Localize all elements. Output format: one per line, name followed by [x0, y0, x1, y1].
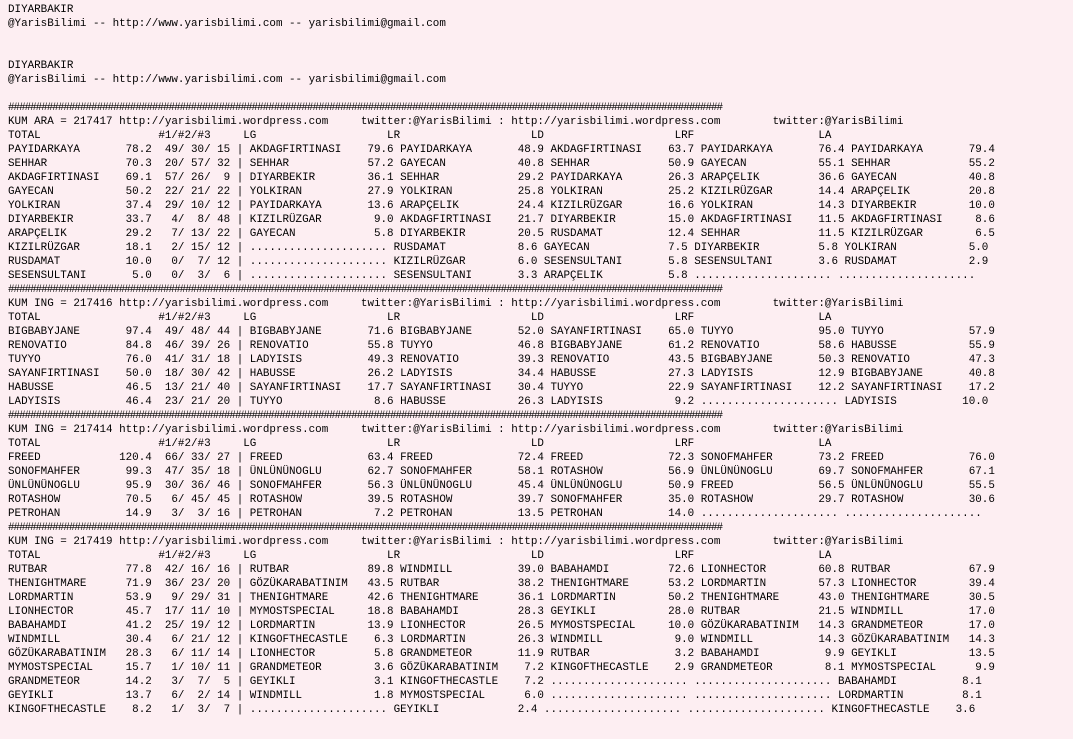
table-row: THENIGHTMARE 71.9 36/ 23/ 20 | GÖZÜKARABATINIM 43.5 RUTBAR 38.2 THENIGHTMARE 53.2 LORDMARTIN 57.3 LIONHECTOR 39.4: [8, 578, 995, 590]
table-row: YOLKIRAN 37.4 29/ 10/ 12 | PAYIDARKAYA 13.6 ARAPÇELIK 24.4 KIZILRÜZGAR 16.6 YOLKIRAN 14.3 DIYARBEKIR 10.0: [8, 200, 995, 212]
city-title: DIYARBAKIR: [8, 4, 74, 16]
contact-line: @YarisBilimi -- http://www.yarisbilimi.com -- yarisbilimi@gmail.com: [8, 18, 446, 30]
race-section: [8, 409, 1073, 521]
table-row: ÜNLÜNÜNOGLU 95.9 30/ 36/ 46 | SONOFMAHFER 56.3 ÜNLÜNÜNOGLU 45.4 ÜNLÜNÜNOGLU 50.9 FREED 56.5 ÜNLÜNÜNOGLU 55.5: [8, 480, 995, 492]
table-row: RUTBAR 77.8 42/ 16/ 16 | RUTBAR 89.8 WINDMILL 39.0 BABAHAMDI 72.6 LIONHECTOR 60.8 RUTBAR 67.9: [8, 564, 995, 576]
table-row: SEHHAR 70.3 20/ 57/ 32 | SEHHAR 57.2 GAYECAN 40.8 SEHHAR 50.9 GAYECAN 55.1 SEHHAR 55.2: [8, 158, 995, 170]
table-row: GAYECAN 50.2 22/ 21/ 22 | YOLKIRAN 27.9 YOLKIRAN 25.8 YOLKIRAN 25.2 KIZILRÜZGAR 14.4 ARAPÇELIK 20.8: [8, 186, 995, 198]
table-row: WINDMILL 30.4 6/ 21/ 12 | KINGOFTHECASTLE 6.3 LORDMARTIN 26.3 WINDMILL 9.0 WINDMILL 14.3 GÖZÜKARABATINIM 14.3: [8, 634, 995, 646]
table-row: GEYIKLI 13.7 6/ 2/ 14 | WINDMILL 1.8 MYMOSTSPECIAL 6.0 ..................... ..................... LORDMARTIN 8.1: [8, 690, 982, 702]
separator-line: #################################################################################################################################: [8, 102, 723, 114]
table-row: MYMOSTSPECIAL 15.7 1/ 10/ 11 | GRANDMETEOR 3.6 GÖZÜKARABATINIM 7.2 KINGOFTHECASTLE 2.9 GRANDMETEOR 8.1 MYMOSTSPECIAL 9.9: [8, 662, 995, 674]
table-row: ROTASHOW 70.5 6/ 45/ 45 | ROTASHOW 39.5 ROTASHOW 39.7 SONOFMAHFER 35.0 ROTASHOW 29.7 ROTASHOW 30.6: [8, 494, 995, 506]
race-title: KUM ING = 217414 http://yarisbilimi.wordpress.com twitter:@YarisBilimi : http://yarisbilimi.wordpress.com twitter:@YarisBilimi: [8, 424, 904, 436]
table-row: RUSDAMAT 10.0 0/ 7/ 12 | ..................... KIZILRÜZGAR 6.0 SESENSULTANI 5.8 SESENSULTANI 3.6 RUSDAMAT 2.9: [8, 256, 989, 268]
table-row: BIGBABYJANE 97.4 49/ 48/ 44 | BIGBABYJANE 71.6 BIGBABYJANE 52.0 SAYANFIRTINASI 65.0 TUYYO 95.0 TUYYO 57.9: [8, 326, 995, 338]
table-row: GRANDMETEOR 14.2 3/ 7/ 5 | GEYIKLI 3.1 KINGOFTHECASTLE 7.2 ..................... ..................... BABAHAMDI 8.1: [8, 676, 982, 688]
race-title: KUM ING = 217416 http://yarisbilimi.wordpress.com twitter:@YarisBilimi : http://yarisbilimi.wordpress.com twitter:@YarisBilimi: [8, 298, 904, 310]
table-row: HABUSSE 46.5 13/ 21/ 40 | SAYANFIRTINASI 17.7 SAYANFIRTINASI 30.4 TUYYO 22.9 SAYANFIRTINASI 12.2 SAYANFIRTINASI 17.2: [8, 382, 995, 394]
table-row: BABAHAMDI 41.2 25/ 19/ 12 | LORDMARTIN 13.9 LIONHECTOR 26.5 MYMOSTSPECIAL 10.0 GÖZÜKARABATINIM 14.3 GRANDMETEOR 17.0: [8, 620, 995, 632]
race-title: KUM ARA = 217417 http://yarisbilimi.wordpress.com twitter:@YarisBilimi : http://yarisbilimi.wordpress.com twitter:@YarisBilimi: [8, 116, 904, 128]
table-row: GÖZÜKARABATINIM 28.3 6/ 11/ 14 | LIONHECTOR 5.8 GRANDMETEOR 11.9 RUTBAR 3.2 BABAHAMDI 9.9 GEYIKLI 13.5: [8, 648, 995, 660]
column-headers: TOTAL #1/#2/#3 LG LR LD LRF LA: [8, 312, 832, 324]
table-row: LIONHECTOR 45.7 17/ 11/ 10 | MYMOSTSPECIAL 18.8 BABAHAMDI 28.3 GEYIKLI 28.0 RUTBAR 21.5 WINDMILL 17.0: [8, 606, 995, 618]
separator-line: #################################################################################################################################: [8, 522, 723, 534]
table-row: PAYIDARKAYA 78.2 49/ 30/ 15 | AKDAGFIRTINASI 79.6 PAYIDARKAYA 48.9 AKDAGFIRTINASI 63.7 PAYIDARKAYA 76.4 PAYIDARKAYA 79.4: [8, 144, 995, 156]
table-row: LADYISIS 46.4 23/ 21/ 20 | TUYYO 8.6 HABUSSE 26.3 LADYISIS 9.2 ..................... LADYISIS 10.0: [8, 396, 989, 408]
table-row: FREED 120.4 66/ 33/ 27 | FREED 63.4 FREED 72.4 FREED 72.3 SONOFMAHFER 73.2 FREED 76.0: [8, 452, 995, 464]
contact-line-repeat: @YarisBilimi -- http://www.yarisbilimi.com -- yarisbilimi@gmail.com: [8, 74, 446, 86]
column-headers: TOTAL #1/#2/#3 LG LR LD LRF LA: [8, 550, 832, 562]
column-headers: TOTAL #1/#2/#3 LG LR LD LRF LA: [8, 438, 832, 450]
race-section: [8, 283, 1073, 409]
race-title: KUM ING = 217419 http://yarisbilimi.wordpress.com twitter:@YarisBilimi : http://yarisbilimi.wordpress.com twitter:@YarisBilimi: [8, 536, 904, 548]
column-headers: TOTAL #1/#2/#3 LG LR LD LRF LA: [8, 130, 832, 142]
table-row: SESENSULTANI 5.0 0/ 3/ 6 | ..................... SESENSULTANI 3.3 ARAPÇELIK 5.8 ..................... .....................: [8, 270, 976, 282]
table-row: PETROHAN 14.9 3/ 3/ 16 | PETROHAN 7.2 PETROHAN 13.5 PETROHAN 14.0 ..................... .....................: [8, 508, 982, 520]
race-sections: [8, 101, 1073, 717]
city-title-repeat: DIYARBAKIR: [8, 60, 74, 72]
table-row: LORDMARTIN 53.9 9/ 29/ 31 | THENIGHTMARE 42.6 THENIGHTMARE 36.1 LORDMARTIN 50.2 THENIGHTMARE 43.0 THENIGHTMARE 30.5: [8, 592, 995, 604]
separator-line: #################################################################################################################################: [8, 410, 723, 422]
table-row: SONOFMAHFER 99.3 47/ 35/ 18 | ÜNLÜNÜNOGLU 62.7 SONOFMAHFER 58.1 ROTASHOW 56.9 ÜNLÜNÜNOGLU 69.7 SONOFMAHFER 67.1: [8, 466, 995, 478]
table-row: DIYARBEKIR 33.7 4/ 8/ 48 | KIZILRÜZGAR 9.0 AKDAGFIRTINASI 21.7 DIYARBEKIR 15.0 AKDAGFIRTINASI 11.5 AKDAGFIRTINASI 8.6: [8, 214, 995, 226]
table-row: TUYYO 76.0 41/ 31/ 18 | LADYISIS 49.3 RENOVATIO 39.3 RENOVATIO 43.5 BIGBABYJANE 50.3 RENOVATIO 47.3: [8, 354, 995, 366]
table-row: KINGOFTHECASTLE 8.2 1/ 3/ 7 | ..................... GEYIKLI 2.4 ..................... ..................... KINGOFTHECASTLE 3.6: [8, 704, 976, 716]
race-section: [8, 521, 1073, 717]
table-row: AKDAGFIRTINASI 69.1 57/ 26/ 9 | DIYARBEKIR 36.1 SEHHAR 29.2 PAYIDARKAYA 26.3 ARAPÇELIK 36.6 GAYECAN 40.8: [8, 172, 995, 184]
table-row: KIZILRÜZGAR 18.1 2/ 15/ 12 | ..................... RUSDAMAT 8.6 GAYECAN 7.5 DIYARBEKIR 5.8 YOLKIRAN 5.0: [8, 242, 989, 254]
separator-line: #################################################################################################################################: [8, 284, 723, 296]
table-row: ARAPÇELIK 29.2 7/ 13/ 22 | GAYECAN 5.8 DIYARBEKIR 20.5 RUSDAMAT 12.4 SEHHAR 11.5 KIZILRÜZGAR 6.5: [8, 228, 995, 240]
table-row: SAYANFIRTINASI 50.0 18/ 30/ 42 | HABUSSE 26.2 LADYISIS 34.4 HABUSSE 27.3 LADYISIS 12.9 BIGBABYJANE 40.8: [8, 368, 995, 380]
race-section: [8, 101, 1073, 283]
table-row: RENOVATIO 84.8 46/ 39/ 26 | RENOVATIO 55.8 TUYYO 46.8 BIGBABYJANE 61.2 RENOVATIO 58.6 HABUSSE 55.9: [8, 340, 995, 352]
